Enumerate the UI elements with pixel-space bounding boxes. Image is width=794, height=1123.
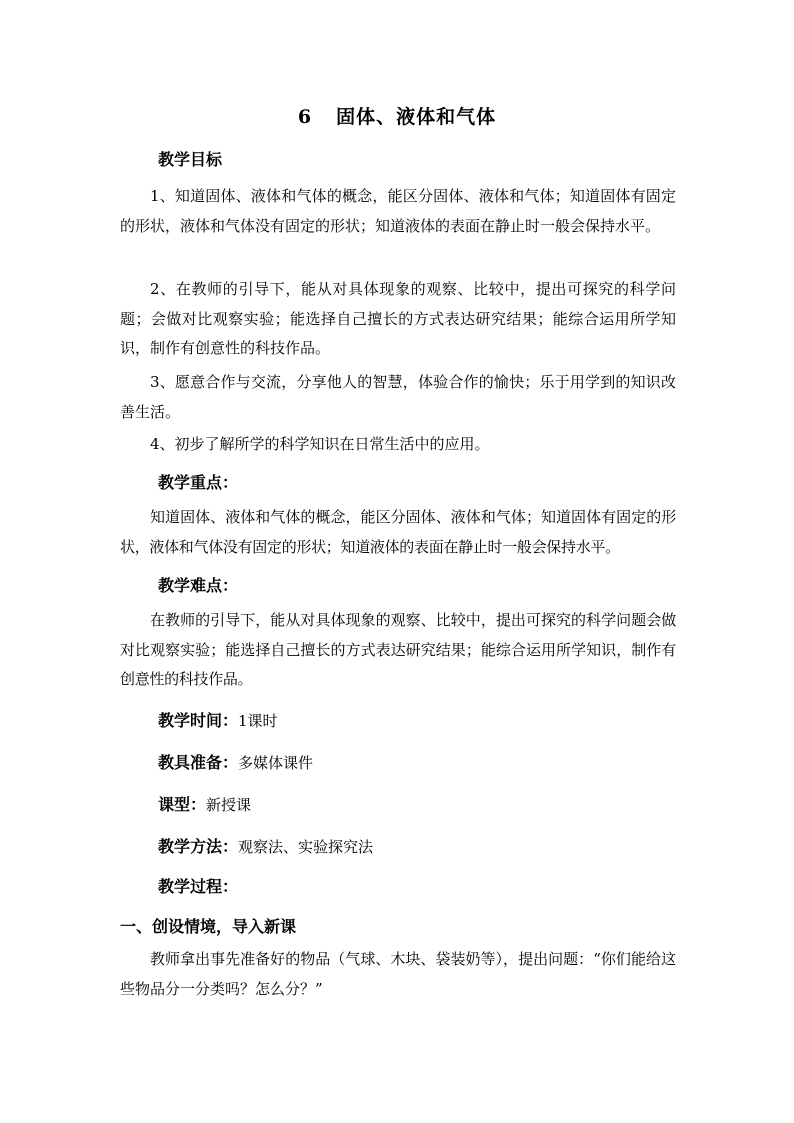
lesson-type-value: 新授课 bbox=[206, 796, 252, 814]
teaching-tools-label: 教具准备： bbox=[158, 753, 239, 772]
teaching-tools-value: 多媒体课件 bbox=[238, 754, 314, 772]
title-text: 固体、液体和气体 bbox=[336, 106, 497, 128]
section1-text: 教师拿出事先准备好的物品（气球、木块、袋装奶等），提出问题：“你们能给这些物品分一分类吗？怎么分？” bbox=[120, 950, 676, 998]
teaching-time bbox=[158, 710, 278, 732]
teaching-tools bbox=[158, 752, 313, 774]
teaching-time-label: 教学时间： bbox=[158, 711, 239, 730]
objectives-heading: 教学目标 bbox=[158, 150, 223, 169]
teaching-time-value: 1课时 bbox=[238, 712, 278, 730]
difficulties-heading: 教学难点： bbox=[158, 576, 239, 595]
objective-2: 2、在教师的引导下，能从对具体现象的观察、比较中，提出可探究的科学问题；会做对比观察实验；能选择自己擅长的方式表达研究结果；能综合运用所学知识，制作有创意性的科技作品。 bbox=[120, 280, 676, 357]
teaching-method-label: 教学方法： bbox=[158, 837, 239, 856]
teaching-method-value: 观察法、实验探究法 bbox=[238, 838, 374, 856]
page-title bbox=[0, 104, 794, 130]
process-heading: 教学过程： bbox=[158, 877, 239, 896]
lesson-type-label: 课型： bbox=[158, 795, 207, 814]
section1-heading: 一、创设情境，导入新课 bbox=[120, 917, 297, 936]
difficulties-text: 在教师的引导下，能从对具体现象的观察、比较中，提出可探究的科学问题会做对比观察实验；能选择自己擅长的方式表达研究结果；能综合运用所学知识，制作有创意性的科技作品。 bbox=[120, 611, 676, 688]
teaching-method bbox=[158, 836, 373, 858]
title-number: 6 bbox=[297, 106, 313, 128]
key-points-heading: 教学重点： bbox=[158, 473, 239, 492]
objective-4: 4、初步了解所学的科学知识在日常生活中的应用。 bbox=[150, 435, 490, 453]
lesson-type bbox=[158, 794, 251, 816]
key-points-text: 知道固体、液体和气体的概念，能区分固体、液体和气体；知道固体有固定的形状，液体和气体没有固定的形状；知道液体的表面在静止时一般会保持水平。 bbox=[120, 508, 676, 556]
objective-1: 1、知道固体、液体和气体的概念，能区分固体、液体和气体；知道固体有固定的形状，液体和气体没有固定的形状；知道液体的表面在静止时一般会保持水平。 bbox=[120, 187, 676, 235]
objective-3: 3、愿意合作与交流，分享他人的智慧，体验合作的愉快；乐于用学到的知识改善生活。 bbox=[120, 373, 676, 421]
